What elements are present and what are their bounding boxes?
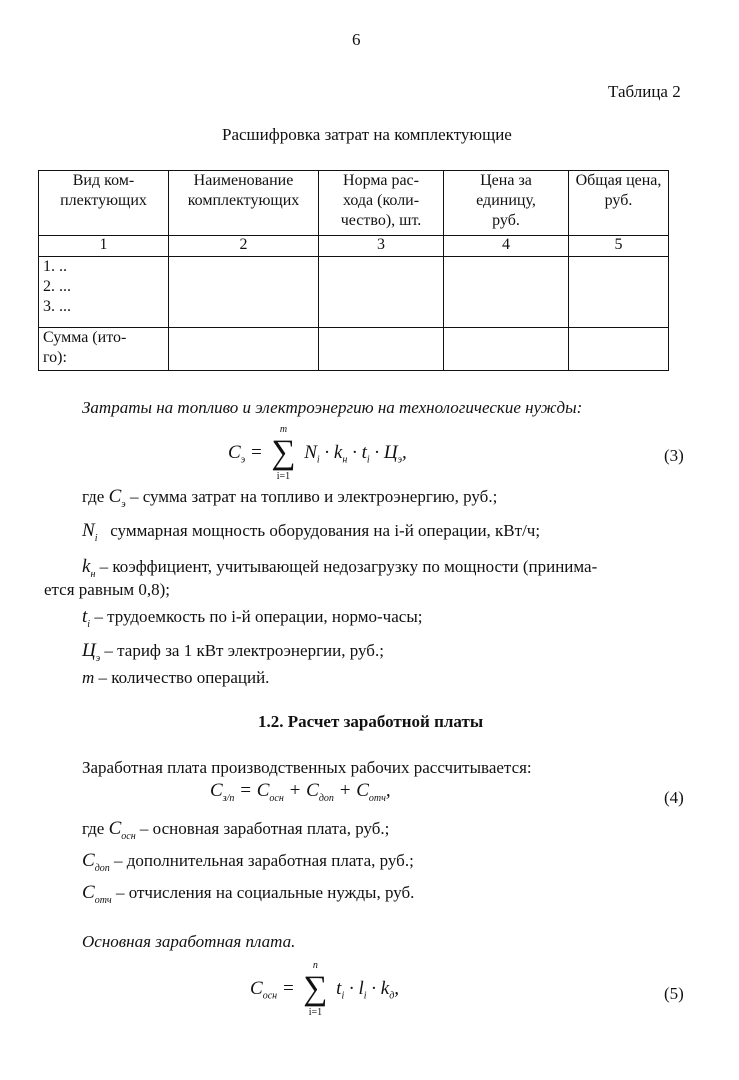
definition-line: $C_{доп}$ – дополнительная заработная плата, руб.; [82, 850, 414, 874]
definition-line: где $C_э$ – сумма затрат на топливо и электроэнергию, руб.; [82, 486, 498, 510]
equation-3: $C_э$ = m ∑ i=1 $N_i \cdot k_н \cdot t_i \cdot Ц_э$, [228, 424, 407, 482]
table-cell [319, 257, 444, 328]
definition-line: $C_{отч}$ – отчисления на социальные нужды, руб. [82, 882, 415, 906]
header-cell: Норма рас- хода (коли- чество), шт. [319, 171, 444, 236]
equation-4: $C_{з/п} = C_{осн} + C_{доп} + C_{отч}$, [210, 780, 391, 804]
column-number: 4 [444, 236, 569, 257]
column-number: 5 [569, 236, 669, 257]
definition-line: $N_i$ суммарная мощность оборудования на i-й операции, кВт/ч; [82, 520, 541, 544]
equation-5: $C_{осн}$ = n ∑ i=1 $t_i \cdot l_i \cdot k_д$, [250, 960, 400, 1018]
page-number: 6 [352, 30, 361, 49]
table-label: Таблица 2 [608, 82, 681, 101]
equation-number: (3) [664, 446, 684, 465]
section-heading: 1.2. Расчет заработной платы [258, 712, 484, 731]
sum-label-cell: Сумма (ито- го): [39, 328, 169, 371]
table-cell [169, 328, 319, 371]
table-title: Расшифровка затрат на комплектующие [222, 125, 512, 144]
table-cell [319, 328, 444, 371]
header-cell: Наименование комплектующих [169, 171, 319, 236]
sum-row [39, 328, 669, 371]
column-number: 3 [319, 236, 444, 257]
definition-line: $t_i$ – трудоемкость по i-й операции, нормо-часы; [82, 606, 423, 630]
column-number: 2 [169, 236, 319, 257]
definition-line: $k_н$ – коэффициент, учитывающей недозагрузку по мощности (принима- [82, 556, 598, 580]
table-cell [169, 257, 319, 328]
header-cell: Цена за единицу, руб. [444, 171, 569, 236]
header-cell: Вид ком- плектующих [39, 171, 169, 236]
column-number-row [39, 236, 669, 257]
definition-line: ется равным 0,8); [44, 580, 171, 599]
fuel-intro: Затраты на топливо и электроэнергию на технологические нужды: [82, 398, 583, 417]
basic-salary-intro: Основная заработная плата. [82, 932, 296, 951]
sum-symbol: n ∑ i=1 [303, 960, 328, 1018]
column-number: 1 [39, 236, 169, 257]
definition-line: $Ц_э$ – тариф за 1 кВт электроэнергии, руб.; [82, 640, 384, 664]
item-list-cell: 1. .. 2. ... 3. ... [39, 257, 169, 328]
definition-line: где $C_{осн}$ – основная заработная плата, руб.; [82, 818, 390, 842]
table-cell [444, 328, 569, 371]
table-header-row [39, 171, 669, 236]
table-row [39, 257, 669, 328]
equation-number: (4) [664, 788, 684, 807]
sum-symbol: m ∑ i=1 [271, 424, 296, 482]
definition-line: m – количество операций. [82, 668, 270, 687]
table-cell [569, 328, 669, 371]
header-cell: Общая цена, руб. [569, 171, 669, 236]
cost-breakdown-table [38, 170, 669, 371]
table-cell [444, 257, 569, 328]
salary-intro: Заработная плата производственных рабочих рассчитывается: [82, 758, 532, 777]
table-cell [569, 257, 669, 328]
equation-number: (5) [664, 984, 684, 1003]
